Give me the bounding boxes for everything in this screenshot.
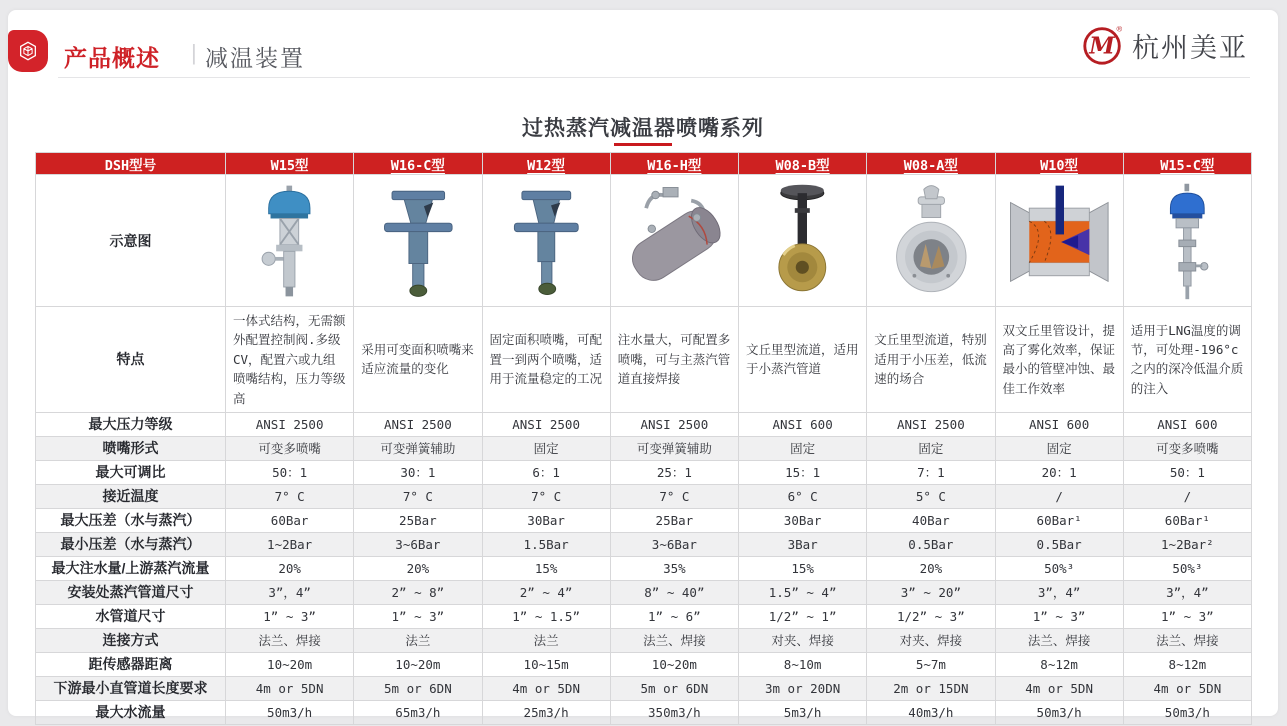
row-label: 示意图 <box>36 175 226 307</box>
spec-cell: ANSI 2500 <box>867 412 995 436</box>
spec-cell: 1.5” ~ 4” <box>739 580 867 604</box>
image-cell <box>610 175 738 307</box>
spec-cell: 50%³ <box>1123 556 1251 580</box>
spec-cell: 4m or 5DN <box>995 676 1123 700</box>
meiya-m-circle-icon <box>1080 22 1126 68</box>
spec-cell: 25Bar <box>354 508 482 532</box>
spec-cell: 1” ~ 3” <box>226 604 354 628</box>
spec-cell: 3”，4” <box>226 580 354 604</box>
row-label: 最大可调比 <box>36 460 226 484</box>
spec-cell: 30：1 <box>354 460 482 484</box>
col-header-W16-C型[interactable] <box>354 153 482 175</box>
spec-cell: 10~20m <box>610 652 738 676</box>
table-row <box>36 484 1252 508</box>
spec-cell: 20% <box>226 556 354 580</box>
spec-cell: 25Bar <box>610 508 738 532</box>
spec-cell: 可变多喷嘴 <box>1123 436 1251 460</box>
w15-probe-desuperheater-image <box>233 180 346 302</box>
company-name: 杭州美亚 <box>1132 32 1248 63</box>
col-header-label[interactable]: W16-C型 <box>390 157 445 174</box>
table-row <box>36 700 1252 724</box>
spec-cell: 50m3/h <box>995 700 1123 724</box>
spec-cell: 10~20m <box>226 652 354 676</box>
spec-cell: 可变弹簧辅助 <box>610 436 738 460</box>
spec-cell: 20：1 <box>995 460 1123 484</box>
spec-cell: 法兰、焊接 <box>995 628 1123 652</box>
col-header-W15型 <box>226 153 354 175</box>
spec-cell: 法兰、焊接 <box>610 628 738 652</box>
table-row <box>36 652 1252 676</box>
spec-cell: 50m3/h <box>226 700 354 724</box>
spec-cell: 2m or 15DN <box>867 676 995 700</box>
col-header-W10型[interactable] <box>995 153 1123 175</box>
spec-cell: 1~2Bar² <box>1123 532 1251 556</box>
spec-cell: 65m3/h <box>354 700 482 724</box>
spec-cell: 4m or 5DN <box>482 676 610 700</box>
spec-cell: 7° C <box>226 484 354 508</box>
spec-cell: 7° C <box>610 484 738 508</box>
spec-cell: ANSI 2500 <box>226 412 354 436</box>
spec-cell: 1~2Bar <box>226 532 354 556</box>
spec-cell: 15% <box>739 556 867 580</box>
spec-cell: 15% <box>482 556 610 580</box>
row-label: 连接方式 <box>36 628 226 652</box>
spec-cell: 15：1 <box>739 460 867 484</box>
spec-cell: 3” ~ 20” <box>867 580 995 604</box>
spec-cell: 固定面积喷嘴，可配置一到两个喷嘴，适用于流量稳定的工况 <box>482 307 610 413</box>
w10-double-venturi-section-image <box>1003 180 1116 302</box>
w15c-lng-probe-image <box>1131 180 1244 302</box>
spec-cell: 35% <box>610 556 738 580</box>
table-row <box>36 436 1252 460</box>
spec-cell: 3”，4” <box>1123 580 1251 604</box>
col-header-label[interactable]: W10型 <box>1040 157 1079 174</box>
spec-cell: 法兰 <box>354 628 482 652</box>
spec-cell: 30Bar <box>482 508 610 532</box>
spec-cell: 5m or 6DN <box>354 676 482 700</box>
spec-cell: 50%³ <box>995 556 1123 580</box>
w08a-venturi-tube-image <box>875 180 988 302</box>
spec-cell: 6：1 <box>482 460 610 484</box>
col-header-label[interactable]: W08-A型 <box>903 157 958 174</box>
col-header-model: DSH型号 <box>36 153 226 175</box>
col-header-label[interactable]: W15-C型 <box>1160 157 1215 174</box>
spec-cell: 适用于LNG温度的调节，可处理-196°c之内的深冷低温介质的注入 <box>1123 307 1251 413</box>
section-subtitle: 减温装置 <box>205 45 305 71</box>
image-cell <box>867 175 995 307</box>
company-logo <box>1080 22 1248 68</box>
content-card <box>8 10 1278 721</box>
spec-cell: 25：1 <box>610 460 738 484</box>
table-row <box>36 676 1252 700</box>
image-cell <box>995 175 1123 307</box>
spec-cell: 3”，4” <box>995 580 1123 604</box>
title-underline <box>614 143 672 146</box>
col-header-W08-A型[interactable] <box>867 153 995 175</box>
row-label: 最大水流量 <box>36 700 226 724</box>
spec-cell: 可变多喷嘴 <box>226 436 354 460</box>
row-label: 特点 <box>36 307 226 413</box>
spec-cell: 50：1 <box>226 460 354 484</box>
spec-cell: 文丘里型流道，适用于小蒸汽管道 <box>739 307 867 413</box>
row-label: 最大压差（水与蒸汽） <box>36 508 226 532</box>
header-divider-line <box>58 77 1250 78</box>
svg-text:®: ® <box>1116 24 1123 34</box>
spec-cell: 0.5Bar <box>995 532 1123 556</box>
spec-cell: 3~6Bar <box>354 532 482 556</box>
section-title: 产品概述 <box>64 45 160 71</box>
row-label: 安装处蒸汽管道尺寸 <box>36 580 226 604</box>
spec-cell: 50m3/h <box>1123 700 1251 724</box>
spec-cell: 8~12m <box>995 652 1123 676</box>
spec-cell: 2” ~ 4” <box>482 580 610 604</box>
spec-cell: / <box>995 484 1123 508</box>
spec-cell: 1” ~ 3” <box>995 604 1123 628</box>
spec-cell: 法兰、焊接 <box>226 628 354 652</box>
table-row <box>36 460 1252 484</box>
spec-cell: 法兰、焊接 <box>1123 628 1251 652</box>
svg-text:M: M <box>1089 32 1115 60</box>
row-label: 接近温度 <box>36 484 226 508</box>
page-title: 过热蒸汽减温器喷嘴系列 <box>522 117 764 140</box>
spec-cell: 350m3/h <box>610 700 738 724</box>
col-header-W16-H型[interactable] <box>610 153 738 175</box>
image-cell <box>354 175 482 307</box>
row-label: 下游最小直管道长度要求 <box>36 676 226 700</box>
spec-cell: 1/2” ~ 3” <box>867 604 995 628</box>
table-row <box>36 556 1252 580</box>
spec-cell: 5m or 6DN <box>610 676 738 700</box>
col-header-label: W15型 <box>270 157 309 174</box>
spec-cell: 50：1 <box>1123 460 1251 484</box>
table-header-row <box>36 153 1252 175</box>
spec-cell: ANSI 2500 <box>610 412 738 436</box>
section-divider: | <box>191 40 197 65</box>
spec-cell: 30Bar <box>739 508 867 532</box>
spec-cell: / <box>1123 484 1251 508</box>
spec-cell: 法兰 <box>482 628 610 652</box>
spec-cell: 采用可变面积喷嘴来适应流量的变化 <box>354 307 482 413</box>
table-row <box>36 604 1252 628</box>
spec-table <box>35 152 1252 725</box>
spec-cell: 7° C <box>482 484 610 508</box>
spec-cell: 2” ~ 8” <box>354 580 482 604</box>
image-cell <box>226 175 354 307</box>
spec-cell: 40m3/h <box>867 700 995 724</box>
spec-cell: 1” ~ 3” <box>354 604 482 628</box>
spec-cell: 60Bar¹ <box>995 508 1123 532</box>
spec-cell: 文丘里型流道，特别适用于小压差，低流速的场合 <box>867 307 995 413</box>
spec-cell: 3~6Bar <box>610 532 738 556</box>
spec-cell: 7：1 <box>867 460 995 484</box>
table-row <box>36 532 1252 556</box>
spec-cell: ANSI 600 <box>995 412 1123 436</box>
row-label: 距传感器距离 <box>36 652 226 676</box>
spec-cell: 60Bar <box>226 508 354 532</box>
col-header-W12型[interactable] <box>482 153 610 175</box>
spec-cell: 可变弹簧辅助 <box>354 436 482 460</box>
row-label: 喷嘴形式 <box>36 436 226 460</box>
table-row <box>36 307 1252 413</box>
spec-cell: 固定 <box>482 436 610 460</box>
spec-cell: 1” ~ 3” <box>1123 604 1251 628</box>
spec-cell: ANSI 2500 <box>354 412 482 436</box>
image-cell <box>739 175 867 307</box>
section-badge <box>8 30 48 72</box>
spec-cell: 1.5Bar <box>482 532 610 556</box>
spec-cell: 6° C <box>739 484 867 508</box>
w08b-venturi-nozzle-image <box>746 180 859 302</box>
spec-cell: 20% <box>354 556 482 580</box>
col-header-W08-B型[interactable] <box>739 153 867 175</box>
spec-cell: 20% <box>867 556 995 580</box>
col-header-label[interactable]: W08-B型 <box>775 157 830 174</box>
row-label: 最大压力等级 <box>36 412 226 436</box>
col-header-label[interactable]: W16-H型 <box>647 157 702 174</box>
spec-cell: 40Bar <box>867 508 995 532</box>
table-row <box>36 412 1252 436</box>
spec-cell: 7° C <box>354 484 482 508</box>
table-row <box>36 508 1252 532</box>
spec-cell: 0.5Bar <box>867 532 995 556</box>
spec-cell: 5~7m <box>867 652 995 676</box>
spec-cell: 3m or 20DN <box>739 676 867 700</box>
spec-cell: 5m3/h <box>739 700 867 724</box>
spec-cell: 5° C <box>867 484 995 508</box>
image-cell <box>1123 175 1251 307</box>
spec-cell: 10~15m <box>482 652 610 676</box>
w16c-flanged-nozzle-image <box>362 180 475 302</box>
col-header-W15-C型[interactable] <box>1123 153 1251 175</box>
row-label: 水管道尺寸 <box>36 604 226 628</box>
spec-cell: ANSI 600 <box>739 412 867 436</box>
spec-cell: 4m or 5DN <box>226 676 354 700</box>
row-label: 最小压差（水与蒸汽） <box>36 532 226 556</box>
spec-cell: 1/2” ~ 1” <box>739 604 867 628</box>
image-cell <box>482 175 610 307</box>
spec-cell: 4m or 5DN <box>1123 676 1251 700</box>
spec-cell: 3Bar <box>739 532 867 556</box>
spec-cell: 注水量大，可配置多喷嘴，可与主蒸汽管道直接焊接 <box>610 307 738 413</box>
table-row <box>36 628 1252 652</box>
spec-cell: 固定 <box>739 436 867 460</box>
spec-cell: 对夹、焊接 <box>867 628 995 652</box>
spec-cell: ANSI 2500 <box>482 412 610 436</box>
spec-cell: 1” ~ 6” <box>610 604 738 628</box>
spec-cell: 双文丘里管设计，提高了雾化效率，保证最小的管壁冲蚀、最佳工作效率 <box>995 307 1123 413</box>
package-cube-icon <box>17 40 39 62</box>
col-header-label[interactable]: W12型 <box>527 157 566 174</box>
w12-flanged-nozzle-image <box>490 180 603 302</box>
spec-cell: 8” ~ 40” <box>610 580 738 604</box>
row-label: 最大注水量/上游蒸汽流量 <box>36 556 226 580</box>
spec-cell: 固定 <box>867 436 995 460</box>
table-row <box>36 580 1252 604</box>
spec-cell: 25m3/h <box>482 700 610 724</box>
spec-cell: 8~12m <box>1123 652 1251 676</box>
spec-cell: ANSI 600 <box>1123 412 1251 436</box>
spec-cell: 1” ~ 1.5” <box>482 604 610 628</box>
spec-cell: 对夹、焊接 <box>739 628 867 652</box>
spec-cell: 固定 <box>995 436 1123 460</box>
spec-cell: 60Bar¹ <box>1123 508 1251 532</box>
image-row <box>36 175 1252 307</box>
spec-cell: 8~10m <box>739 652 867 676</box>
spec-cell: 10~20m <box>354 652 482 676</box>
spec-cell: 一体式结构，无需额外配置控制阀.多级CV，配置六或九组喷嘴结构，压力等级高 <box>226 307 354 413</box>
w16h-cylinder-desuperheater-image <box>618 180 731 302</box>
